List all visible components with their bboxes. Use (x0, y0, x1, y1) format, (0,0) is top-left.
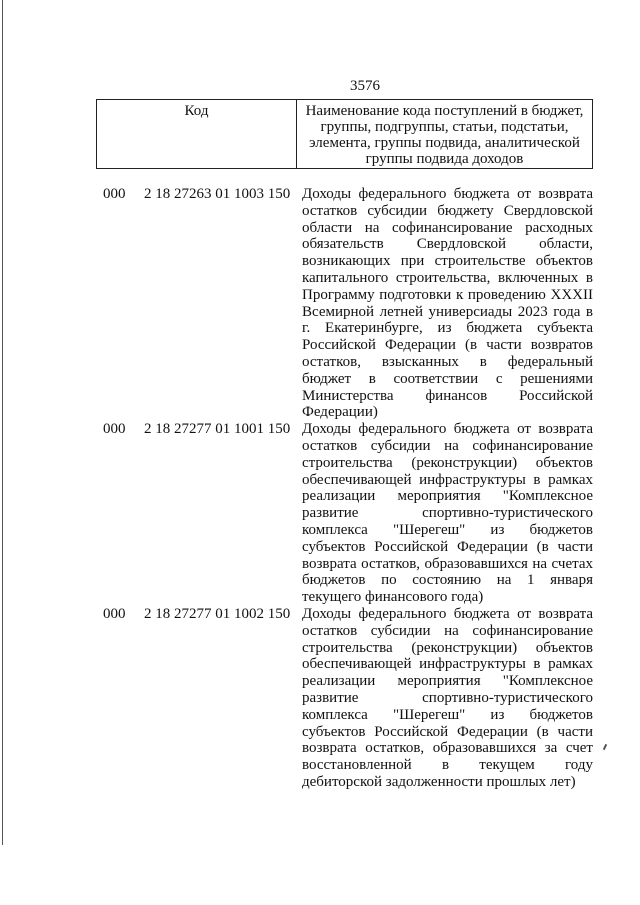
table-row (0, 186, 640, 421)
table-header (96, 99, 593, 169)
row-description: Доходы федерального бюджета от возврата остатков субсидии бюджету Свердловской области на софинансирование расходных обязательств Свердловской области, возникающих при строительстве объектов капитального строительства, включенных в Программу подготовки к проведению XXXII Всемирной летней универсиады 2023 года в г. Екатеринбурге, из бюджета субъекта Российской Федерации (в части возвратов остатков, взысканных в федеральный бюджет в соответствии с решениями Министерства финансов Российской Федерации) (302, 186, 593, 421)
table-body (0, 186, 640, 791)
table-row (0, 421, 640, 606)
table-row (0, 606, 640, 791)
row-budget-code: 2 18 27277 01 1001 150 (144, 421, 291, 438)
header-name-label: Наименование кода поступлений в бюджет, группы, подгруппы, статьи, подстатьи, элемента, группы подвида, аналитической группы подвида доходов (305, 103, 584, 167)
row-budget-code: 2 18 27263 01 1003 150 (144, 186, 291, 202)
row-budget-code: 2 18 27277 01 1002 150 (144, 605, 291, 622)
row-description: Доходы федерального бюджета от возврата остатков субсидии на софинансирование строительства (реконструкции) объектов обеспечивающей инфраструктуры в рамках реализации мероприятия "Комплексное развитие спортивно-туристического комплекса "Шерегеш" из бюджетов субъектов Российской Федерации (в части возврата остатков, образовавшихся на счетах бюджетов по состоянию на 1 января текущего финансового года) (302, 421, 593, 606)
row-admin-code: 000 (103, 605, 126, 622)
page-number: 3576 (350, 78, 380, 94)
row-admin-code: 000 (103, 186, 126, 202)
row-description: Доходы федерального бюджета от возврата остатков субсидии на софинансирование строительства (реконструкции) объектов обеспечивающей инфраструктуры в рамках реализации мероприятия "Комплексное развитие спортивно-туристического комплекса "Шерегеш" из бюджетов субъектов Российской Федерации (в части возврата остатков, образовавшихся за счет восстановленной в текущем году дебиторской задолженности прошлых лет) (302, 605, 593, 790)
row-admin-code: 000 (103, 421, 126, 438)
header-code-label: Код (97, 100, 297, 168)
